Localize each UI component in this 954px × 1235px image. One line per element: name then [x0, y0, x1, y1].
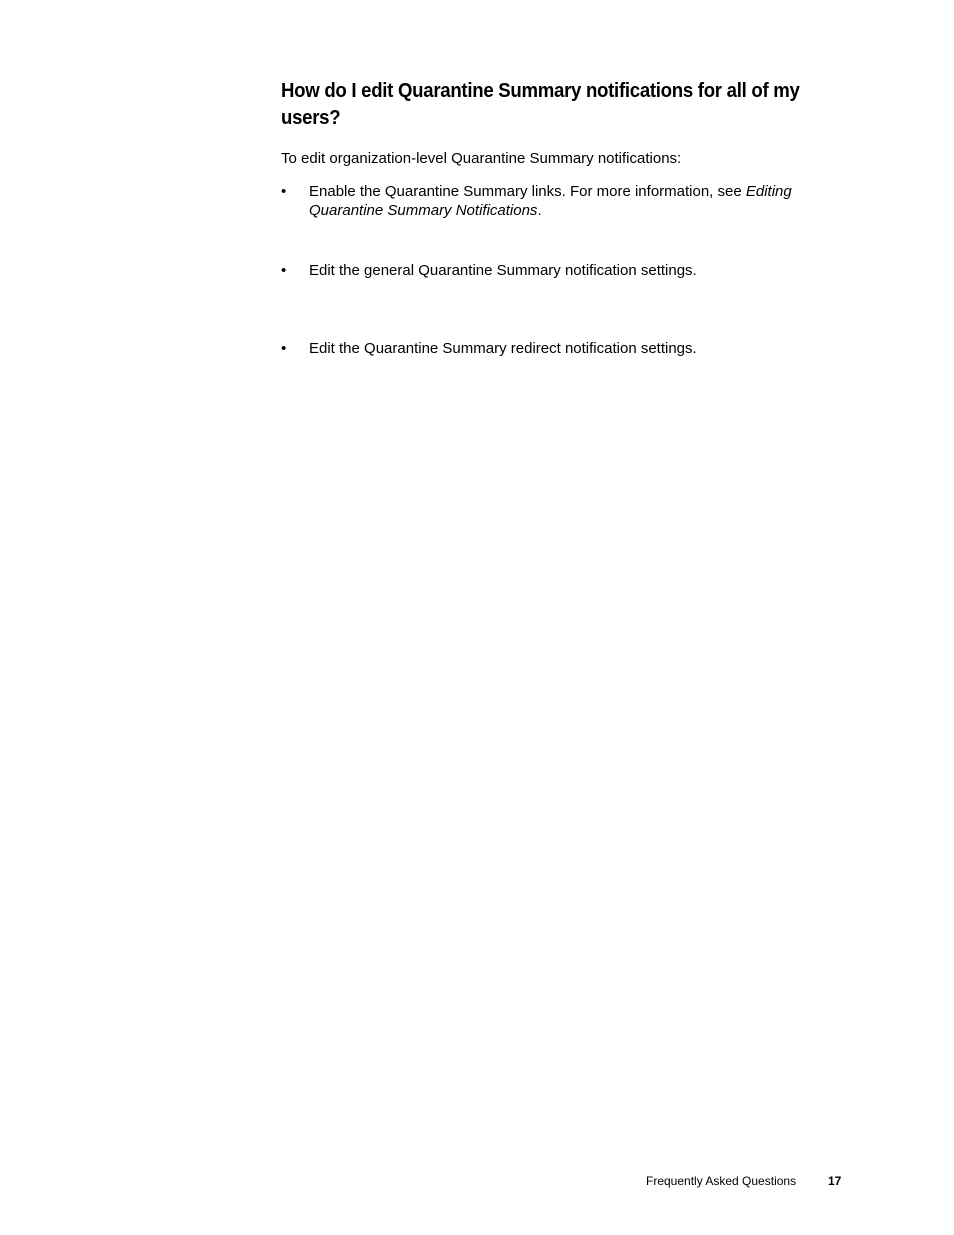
cross-reference-link[interactable]: Editing Quarantine Summary Notifications	[309, 183, 792, 219]
list-item-text: Enable the Quarantine Summary links. For more information, see Editing Quarantine Summary Notifications.	[309, 183, 792, 219]
bullet-marker: •	[281, 340, 287, 357]
section-heading: How do I edit Quarantine Summary notifications for all of my users?	[281, 80, 800, 129]
bullet-marker: •	[281, 183, 287, 200]
footer-section-title: Frequently Asked Questions	[646, 1174, 797, 1188]
list-item-text: Edit the general Quarantine Summary notification settings.	[309, 262, 697, 279]
list-item-text: Edit the Quarantine Summary redirect notification settings.	[309, 340, 697, 357]
intro-text: To edit organization-level Quarantine Summary notifications:	[281, 150, 682, 167]
page-number: 17	[828, 1174, 842, 1188]
bullet-marker: •	[281, 262, 287, 279]
